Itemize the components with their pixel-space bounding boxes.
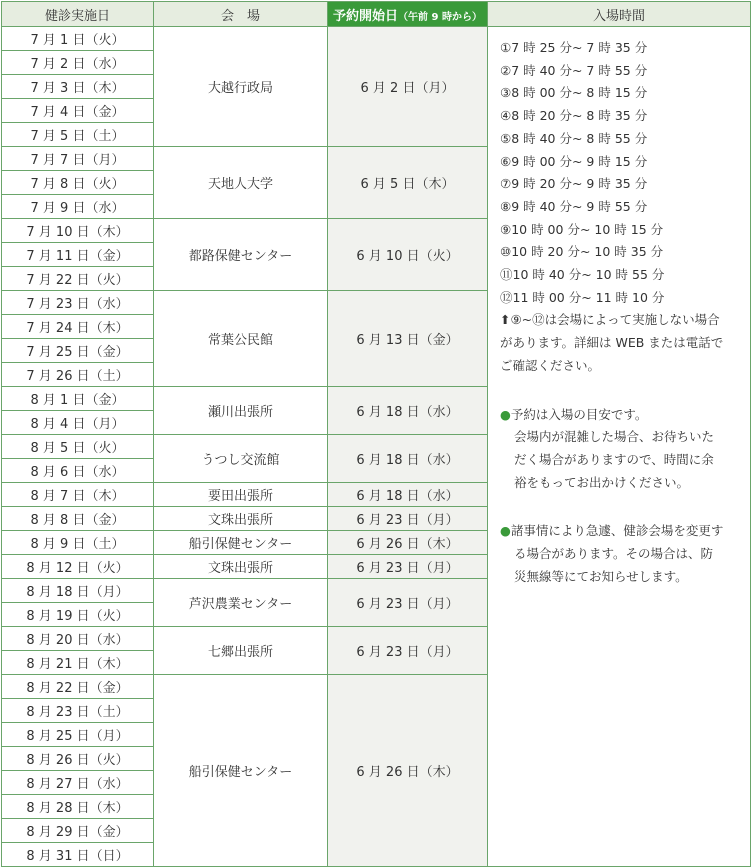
header-start-sub: （午前 9 時から）: [398, 11, 482, 23]
entry-time-item: ⑧9 時 40 分~ 9 時 55 分: [500, 198, 648, 214]
header-start: [328, 2, 488, 27]
checkup-date-cell: 8 月 19 日（火）: [2, 603, 154, 627]
checkup-date-cell: 7 月 10 日（木）: [2, 219, 154, 243]
venue-cell: 文珠出張所: [154, 555, 328, 579]
checkup-date-cell: 8 月 22 日（金）: [2, 675, 154, 699]
reservation-start-cell: 6 月 10 日（火）: [328, 219, 488, 291]
note-reservation: [500, 404, 742, 495]
reservation-start-cell: 6 月 18 日（水）: [328, 483, 488, 507]
venue-cell: 要田出張所: [154, 483, 328, 507]
venue-cell: 七郷出張所: [154, 627, 328, 675]
note-line: 会場内が混雑した場合、お待ちいた: [514, 429, 715, 445]
entry-time-item: ①7 時 25 分~ 7 時 35 分: [500, 40, 648, 55]
bullet-icon: ●: [500, 406, 511, 422]
checkup-date-cell: 8 月 1 日（金）: [2, 387, 154, 411]
entry-time-item: ④8 時 20 分~ 8 時 35 分: [500, 108, 648, 124]
checkup-date-cell: 7 月 11 日（金）: [2, 243, 154, 267]
checkup-date-cell: 7 月 7 日（月）: [2, 147, 154, 171]
entry-time-item: ⑥9 時 00 分~ 9 時 15 分: [500, 153, 648, 169]
checkup-date-cell: 8 月 18 日（月）: [2, 579, 154, 603]
entry-time-item: ⑩10 時 20 分~ 10 時 35 分: [500, 244, 664, 260]
venue-cell: 船引保健センター: [154, 531, 328, 555]
reservation-start-cell: 6 月 13 日（金）: [328, 291, 488, 387]
header-row: [2, 2, 751, 27]
reservation-start-cell: 6 月 5 日（木）: [328, 147, 488, 219]
checkup-date-cell: 8 月 31 日（日）: [2, 843, 154, 867]
checkup-date-cell: 8 月 9 日（土）: [2, 531, 154, 555]
checkup-date-cell: 8 月 23 日（土）: [2, 699, 154, 723]
checkup-date-cell: 7 月 22 日（火）: [2, 267, 154, 291]
entry-time-item: ⑪10 時 40 分~ 10 時 55 分: [500, 267, 665, 283]
checkup-date-cell: 8 月 20 日（水）: [2, 627, 154, 651]
checkup-date-cell: 8 月 4 日（月）: [2, 411, 154, 435]
entry-time-item: ⑦9 時 20 分~ 9 時 35 分: [500, 176, 648, 192]
checkup-date-cell: 7 月 26 日（土）: [2, 363, 154, 387]
header-date: 健診実施日: [2, 2, 154, 27]
note-line: る場合があります。その場合は、防: [514, 546, 714, 562]
checkup-date-cell: 8 月 8 日（金）: [2, 507, 154, 531]
reservation-start-cell: 6 月 18 日（水）: [328, 435, 488, 483]
checkup-date-cell: 7 月 5 日（土）: [2, 123, 154, 147]
checkup-date-cell: 7 月 9 日（水）: [2, 195, 154, 219]
header-venue: 会 場: [154, 2, 328, 27]
checkup-date-cell: 7 月 3 日（木）: [2, 75, 154, 99]
entry-time-item: ②7 時 40 分~ 7 時 55 分: [500, 62, 648, 78]
venue-cell: 大越行政局: [154, 27, 328, 147]
venue-cell: 天地人大学: [154, 147, 328, 219]
arrow-note-line: ご確認ください。: [500, 357, 601, 373]
checkup-date-cell: 7 月 23 日（水）: [2, 291, 154, 315]
reservation-start-cell: 6 月 23 日（月）: [328, 555, 488, 579]
arrow-note: [500, 309, 742, 377]
reservation-start-cell: 6 月 26 日（木）: [328, 531, 488, 555]
reservation-start-cell: 6 月 26 日（木）: [328, 675, 488, 867]
checkup-date-cell: 7 月 1 日（火）: [2, 27, 154, 51]
checkup-date-cell: 8 月 26 日（火）: [2, 747, 154, 771]
checkup-schedule-table: [1, 1, 751, 867]
schedule-body: [2, 27, 751, 867]
header-entry: 入場時間: [488, 2, 751, 27]
checkup-date-cell: 8 月 7 日（木）: [2, 483, 154, 507]
entry-time-item: ⑤8 時 40 分~ 8 時 55 分: [500, 130, 648, 146]
checkup-date-cell: 7 月 25 日（金）: [2, 339, 154, 363]
checkup-date-cell: 8 月 12 日（火）: [2, 555, 154, 579]
checkup-date-cell: 8 月 6 日（水）: [2, 459, 154, 483]
venue-cell: 文珠出張所: [154, 507, 328, 531]
venue-cell: 瀬川出張所: [154, 387, 328, 435]
checkup-date-cell: 7 月 2 日（水）: [2, 51, 154, 75]
reservation-start-cell: 6 月 2 日（月）: [328, 27, 488, 147]
note-venue-change: [500, 520, 742, 588]
note-line: だく場合がありますので、時間に余: [514, 451, 714, 467]
checkup-date-cell: 8 月 21 日（木）: [2, 651, 154, 675]
table-row: [2, 27, 751, 51]
checkup-date-cell: 8 月 29 日（金）: [2, 819, 154, 843]
note-line: 裕をもってお出かけください。: [514, 474, 690, 490]
note-line: 予約は入場の目安です。: [510, 406, 648, 422]
checkup-date-cell: 7 月 24 日（木）: [2, 315, 154, 339]
note-line: 諸事情により急遽、健診会場を変更す: [510, 523, 724, 539]
checkup-date-cell: 7 月 4 日（金）: [2, 99, 154, 123]
checkup-date-cell: 8 月 28 日（木）: [2, 795, 154, 819]
checkup-date-cell: 8 月 27 日（水）: [2, 771, 154, 795]
reservation-start-cell: 6 月 18 日（水）: [328, 387, 488, 435]
note-line: 災無線等にてお知らせします。: [514, 568, 688, 584]
entry-time-item: ⑨10 時 00 分~ 10 時 15 分: [500, 221, 664, 237]
reservation-start-cell: 6 月 23 日（月）: [328, 627, 488, 675]
checkup-date-cell: 8 月 5 日（火）: [2, 435, 154, 459]
arrow-note-line: ⬆⑨~⑫は会場によって実施しない場合: [500, 312, 720, 328]
entry-times-cell: [488, 27, 751, 867]
checkup-date-cell: 7 月 8 日（火）: [2, 171, 154, 195]
reservation-start-cell: 6 月 23 日（月）: [328, 507, 488, 531]
checkup-date-cell: 8 月 25 日（月）: [2, 723, 154, 747]
arrow-note-line: があります。詳細は WEB または電話で: [500, 335, 724, 351]
venue-cell: 常葉公民館: [154, 291, 328, 387]
venue-cell: 船引保健センター: [154, 675, 328, 867]
reservation-start-cell: 6 月 23 日（月）: [328, 579, 488, 627]
header-start-label: 予約開始日: [333, 8, 399, 24]
venue-cell: 芦沢農業センター: [154, 579, 328, 627]
bullet-icon: ●: [500, 523, 511, 539]
entry-times-list: [500, 37, 742, 309]
entry-time-item: ⑫11 時 00 分~ 11 時 10 分: [500, 289, 665, 305]
venue-cell: うつし交流館: [154, 435, 328, 483]
venue-cell: 都路保健センター: [154, 219, 328, 291]
entry-time-item: ③8 時 00 分~ 8 時 15 分: [500, 85, 648, 101]
